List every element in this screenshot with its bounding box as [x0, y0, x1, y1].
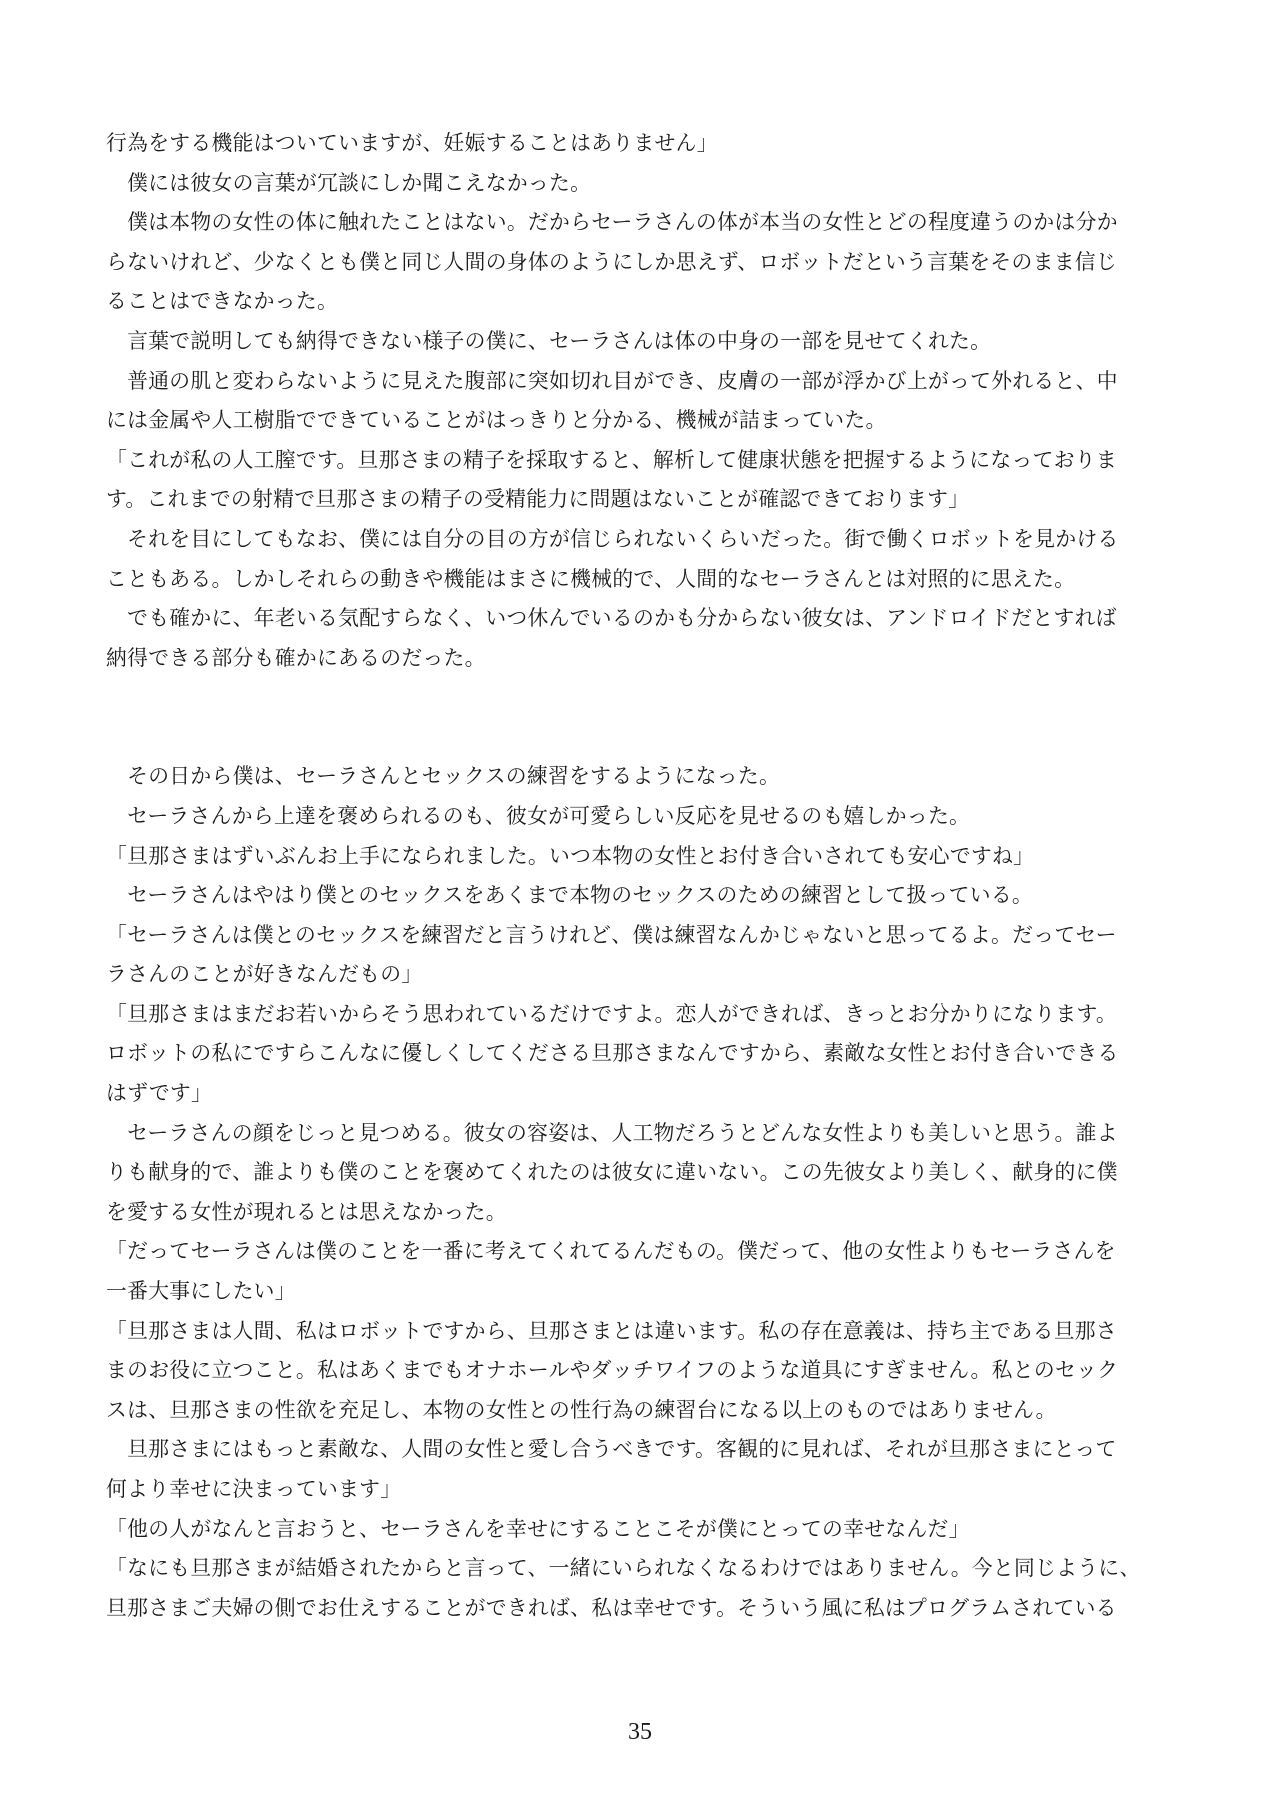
text-line: それを目にしてもなお、僕には自分の目の方が信じられないくらいだった。街で働くロボットを見かける [106, 526, 1119, 551]
text-line: 普通の肌と変わらないように見えた腹部に突如切れ目ができ、皮膚の一部が浮かび上がって外れると、中 [106, 368, 1118, 393]
text-line: 言葉で説明しても納得できない様子の僕に、セーラさんは体の中身の一部を見せてくれた。 [106, 328, 992, 353]
page-number: 35 [628, 1719, 652, 1745]
text-line: らないけれど、少なくとも僕と同じ人間の身体のようにしか思えず、ロボットだという言葉をそのまま信じ [106, 249, 1117, 274]
text-line: まのお役に立つこと。私はあくまでもオナホールやダッチワイフのような道具にすぎません。私とのセック [106, 1358, 1119, 1383]
text-line: その日から僕は、セーラさんとセックスの練習をするようになった。 [106, 764, 781, 789]
text-line: 納得できる部分も確かにあるのだった。 [106, 645, 486, 670]
text-line: セーラさんから上達を褒められるのも、彼女が可愛らしい反応を見せるのも嬉しかった。 [106, 803, 971, 828]
text-line: 「旦那さまは人間、私はロボットですから、旦那さまとは違います。私の存在意義は、持ち主である旦那さ [106, 1318, 1117, 1343]
text-line: 「だってセーラさんは僕のことを一番に考えてくれてるんだもの。僕だって、他の女性よりもセーラさんを [106, 1239, 1116, 1264]
text-line: す。これまでの射精で旦那さまの精子の受精能力に問題はないことが確認できております」 [106, 487, 970, 512]
paragraph-break [106, 678, 1180, 757]
text-line: 「旦那さまはまだお若いからそう思われているだけですよ。恋人ができれば、きっとお分かりになります。 [106, 1001, 1117, 1026]
text-line: セーラさんはやはり僕とのセックスをあくまで本物のセックスのための練習として扱っている。 [106, 883, 1034, 908]
text-line: ロボットの私にですらこんなに優しくしてくださる旦那さまなんですから、素敵な女性とお付き合いできる [106, 1041, 1119, 1066]
text-line: 「旦那さまはずいぶんお上手になられました。いつ本物の女性とお付き合いされても安心ですね」 [106, 843, 1035, 868]
text-line: りも献身的で、誰よりも僕のことを褒めてくれたのは彼女に違いない。この先彼女より美しく、献身的に僕 [106, 1160, 1118, 1185]
text-line: 「他の人がなんと言おうと、セーラさんを幸せにすることこそが僕にとっての幸せなんだ」 [106, 1516, 970, 1541]
text-line: には金属や人工樹脂でできていることがはっきりと分かる、機械が詰まっていた。 [106, 408, 887, 433]
text-line: 「これが私の人工膣です。旦那さまの精子を採取すると、解析して健康状態を把握するようになっておりま [106, 447, 1117, 472]
text-line: スは、旦那さまの性欲を充足し、本物の女性との性行為の練習台になる以上のものではありません。 [106, 1397, 1057, 1422]
text-line: 旦那さまにはもっと素敵な、人間の女性と愛し合うべきです。客観的に見れば、それが旦那さまにとって [106, 1437, 1117, 1462]
text-line: 僕は本物の女性の体に触れたことはない。だからセーラさんの体が本当の女性とどの程度違うのかは分か [106, 210, 1118, 235]
text-line: 「なにも旦那さまが結婚されたからと言って、一緒にいられなくなるわけではありません。今と同じように、 [106, 1556, 1141, 1581]
text-line: 「セーラさんは僕とのセックスを練習だと言うけれど、僕は練習なんかじゃないと思ってるよ。だってセー [106, 922, 1117, 947]
text-line: 旦那さまご夫婦の側でお仕えすることができれば、私は幸せです。そういう風に私はプログラムされている [106, 1595, 1117, 1620]
text-line: でも確かに、年老いる気配すらなく、いつ休んでいるのかも分からない彼女は、アンドロイドだとすれば [106, 606, 1117, 631]
text-line: 一番大事にしたい」 [106, 1279, 296, 1304]
body-text [106, 124, 1180, 1628]
text-line: ることはできなかった。 [106, 289, 339, 314]
text-line: はずです」 [106, 1081, 213, 1106]
text-line: 僕には彼女の言葉が冗談にしか聞こえなかった。 [106, 170, 592, 195]
text-line: 何より幸せに決まっています」 [106, 1477, 402, 1501]
text-line: 行為をする機能はついていますが、妊娠することはありません」 [106, 131, 718, 155]
text-line: を愛する女性が現れるとは思えなかった。 [106, 1199, 507, 1224]
text-line: こともある。しかしそれらの動きや機能はまさに機械的で、人間的なセーラさんとは対照的に思えた。 [106, 566, 1076, 591]
text-line: セーラさんの顔をじっと見つめる。彼女の容姿は、人工物だろうとどんな女性よりも美しいと思う。誰よ [106, 1120, 1118, 1145]
text-line: ラさんのことが好きなんだもの」 [106, 962, 423, 987]
